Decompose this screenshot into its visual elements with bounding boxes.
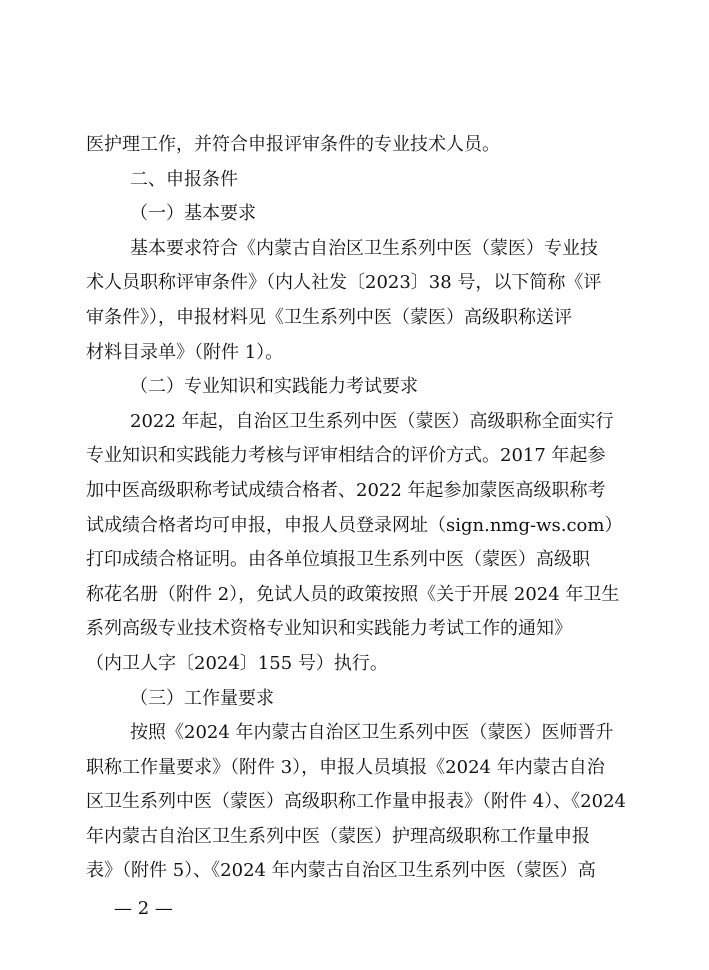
paragraph-line: 2022 年起，自治区卫生系列中医（蒙医）高级职称全面实行 xyxy=(130,410,614,432)
paragraph-line: 打印成绩合格证明。由各单位填报卫生系列中医（蒙医）高级职 xyxy=(86,549,590,571)
paragraph-line: 区卫生系列中医（蒙医）高级职称工作量申报表》（附件 4）、《2024 xyxy=(86,791,626,813)
paragraph-line: （内卫人字〔2024〕155 号）执行。 xyxy=(86,652,388,674)
paragraph-line: 基本要求符合《内蒙古自治区卫生系列中医（蒙医）专业技 xyxy=(130,237,598,259)
paragraph-line: 按照《2024 年内蒙古自治区卫生系列中医（蒙医）医师晋升 xyxy=(130,722,614,744)
subsection-heading-workload-requirements: （三）工作量要求 xyxy=(130,687,274,709)
paragraph-line: 系列高级专业技术资格专业知识和实践能力考试工作的通知》 xyxy=(86,618,572,640)
paragraph-line: 职称工作量要求》（附件 3），申报人员填报《2024 年内蒙古自治 xyxy=(86,756,605,778)
subsection-heading-basic-requirements: （一）基本要求 xyxy=(130,203,256,225)
paragraph-line: 加中医高级职称考试成绩合格者、2022 年起参加蒙医高级职称考 xyxy=(86,479,606,501)
document-body xyxy=(86,128,626,889)
paragraph-line: 称花名册（附件 2），免试人员的政策按照《关于开展 2024 年卫生 xyxy=(86,583,620,605)
paragraph-line: 材料目录单》（附件 1）。 xyxy=(86,341,284,363)
section-heading-application-conditions: 二、申报条件 xyxy=(130,168,238,190)
paragraph-line: 专业知识和实践能力考核与评审相结合的评价方式。2017 年起参 xyxy=(86,445,606,467)
paragraph-line: 试成绩合格者均可申报，申报人员登录网址（sign.nmg-ws.com） xyxy=(86,514,623,536)
subsection-heading-exam-requirements: （二）专业知识和实践能力考试要求 xyxy=(130,376,418,398)
page-number: — 2 — xyxy=(114,898,173,919)
paragraph-line: 表》（附件 5）、《2024 年内蒙古自治区卫生系列中医（蒙医）高 xyxy=(86,860,596,882)
body-line-continuation: 医护理工作，并符合申报评审条件的专业技术人员。 xyxy=(86,134,500,155)
paragraph-line: 术人员职称评审条件》（内人社发〔2023〕38 号，以下简称《评 xyxy=(86,272,602,294)
paragraph-line: 年内蒙古自治区卫生系列中医（蒙医）护理高级职称工作量申报 xyxy=(86,825,590,847)
paragraph-line: 审条件》），申报材料见《卫生系列中医（蒙医）高级职称送评 xyxy=(86,306,572,328)
